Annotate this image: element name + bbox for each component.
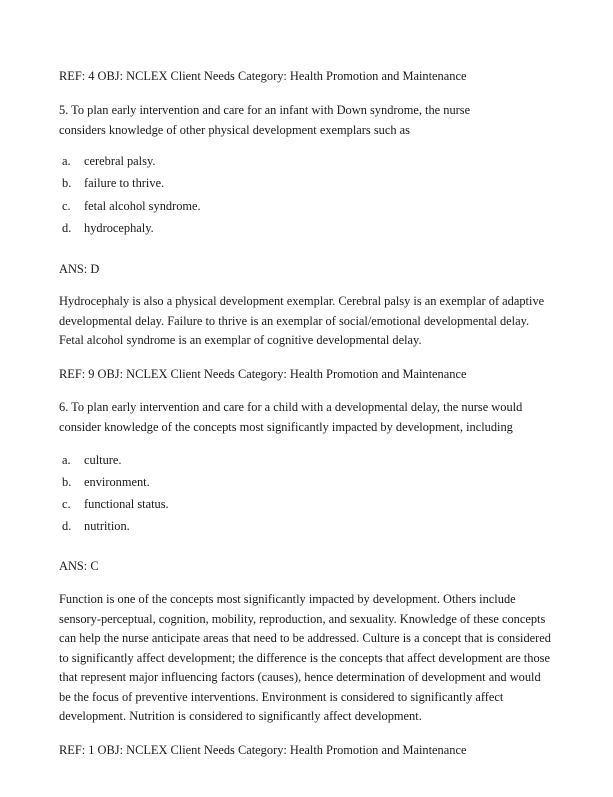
- question-5: [59, 101, 559, 140]
- reference-line: REF: 1 OBJ: NCLEX Client Needs Category: Health Promotion and Maintenance: [59, 743, 467, 757]
- option-text: culture.: [84, 453, 122, 467]
- answer-key: ANS: C: [59, 559, 99, 573]
- option-letter: b.: [62, 475, 72, 489]
- rationale-line: development. Nutrition is considered to significantly affect development.: [59, 709, 422, 723]
- option-text: failure to thrive.: [84, 176, 165, 190]
- option-letter: a.: [62, 154, 71, 168]
- answer-option: [59, 175, 164, 191]
- rationale-line: that represent major influencing factors (causes), hence determination of development and would: [59, 670, 541, 684]
- rationale-line: to significantly affect development; the difference is the concepts that affect development are those: [59, 650, 550, 665]
- answer-option: [59, 198, 201, 214]
- answer-option: [59, 518, 130, 534]
- rationale-line: can help the nurse anticipate areas that need to be addressed. Culture is a concept that is considered: [59, 631, 551, 645]
- rationale-line: Function is one of the concepts most significantly impacted by development. Others include: [59, 592, 516, 606]
- answer-option: [59, 496, 169, 512]
- question-stem-line: considers knowledge of other physical development exemplars such as: [59, 122, 410, 137]
- option-letter: d.: [62, 221, 72, 235]
- option-text: fetal alcohol syndrome.: [84, 199, 201, 213]
- option-letter: d.: [62, 519, 72, 533]
- rationale: [59, 292, 559, 351]
- option-letter: b.: [62, 176, 72, 190]
- option-letter: c.: [62, 199, 71, 213]
- answer-option: [59, 153, 155, 169]
- question-stem-line: 5. To plan early intervention and care for an infant with Down syndrome, the nurse: [59, 103, 471, 117]
- answer-key: ANS: D: [59, 262, 100, 276]
- rationale-line: be the focus of preventive interventions. Environment is considered to significantly affect: [59, 689, 504, 704]
- answer-option: [59, 452, 122, 468]
- rationale-line: developmental delay. Failure to thrive is an exemplar of social/emotional developmental delay.: [59, 313, 530, 328]
- rationale-line: Hydrocephaly is also a physical development exemplar. Cerebral palsy is an exemplar of adaptive: [59, 294, 545, 308]
- rationale-line: Fetal alcohol syndrome is an exemplar of cognitive developmental delay.: [59, 333, 422, 347]
- question-6: [59, 398, 559, 437]
- option-text: nutrition.: [84, 519, 130, 533]
- option-text: environment.: [84, 475, 150, 489]
- reference-line: REF: 9 OBJ: NCLEX Client Needs Category: Health Promotion and Maintenance: [59, 367, 467, 381]
- answer-option: [59, 474, 150, 490]
- rationale-line: sensory-perceptual, cognition, mobility, reproduction, and sexuality. Knowledge of these concepts: [59, 611, 546, 626]
- question-stem-line: consider knowledge of the concepts most significantly impacted by development, including: [59, 419, 513, 434]
- question-stem-line: 6. To plan early intervention and care for a child with a developmental delay, the nurse would: [59, 400, 523, 414]
- answer-option: [59, 220, 154, 236]
- option-letter: a.: [62, 453, 71, 467]
- rationale: [59, 590, 559, 727]
- option-text: cerebral palsy.: [84, 154, 156, 168]
- reference-line: REF: 4 OBJ: NCLEX Client Needs Category: Health Promotion and Maintenance: [59, 69, 467, 83]
- option-text: hydrocephaly.: [84, 221, 154, 235]
- option-letter: c.: [62, 497, 71, 511]
- option-text: functional status.: [84, 497, 169, 511]
